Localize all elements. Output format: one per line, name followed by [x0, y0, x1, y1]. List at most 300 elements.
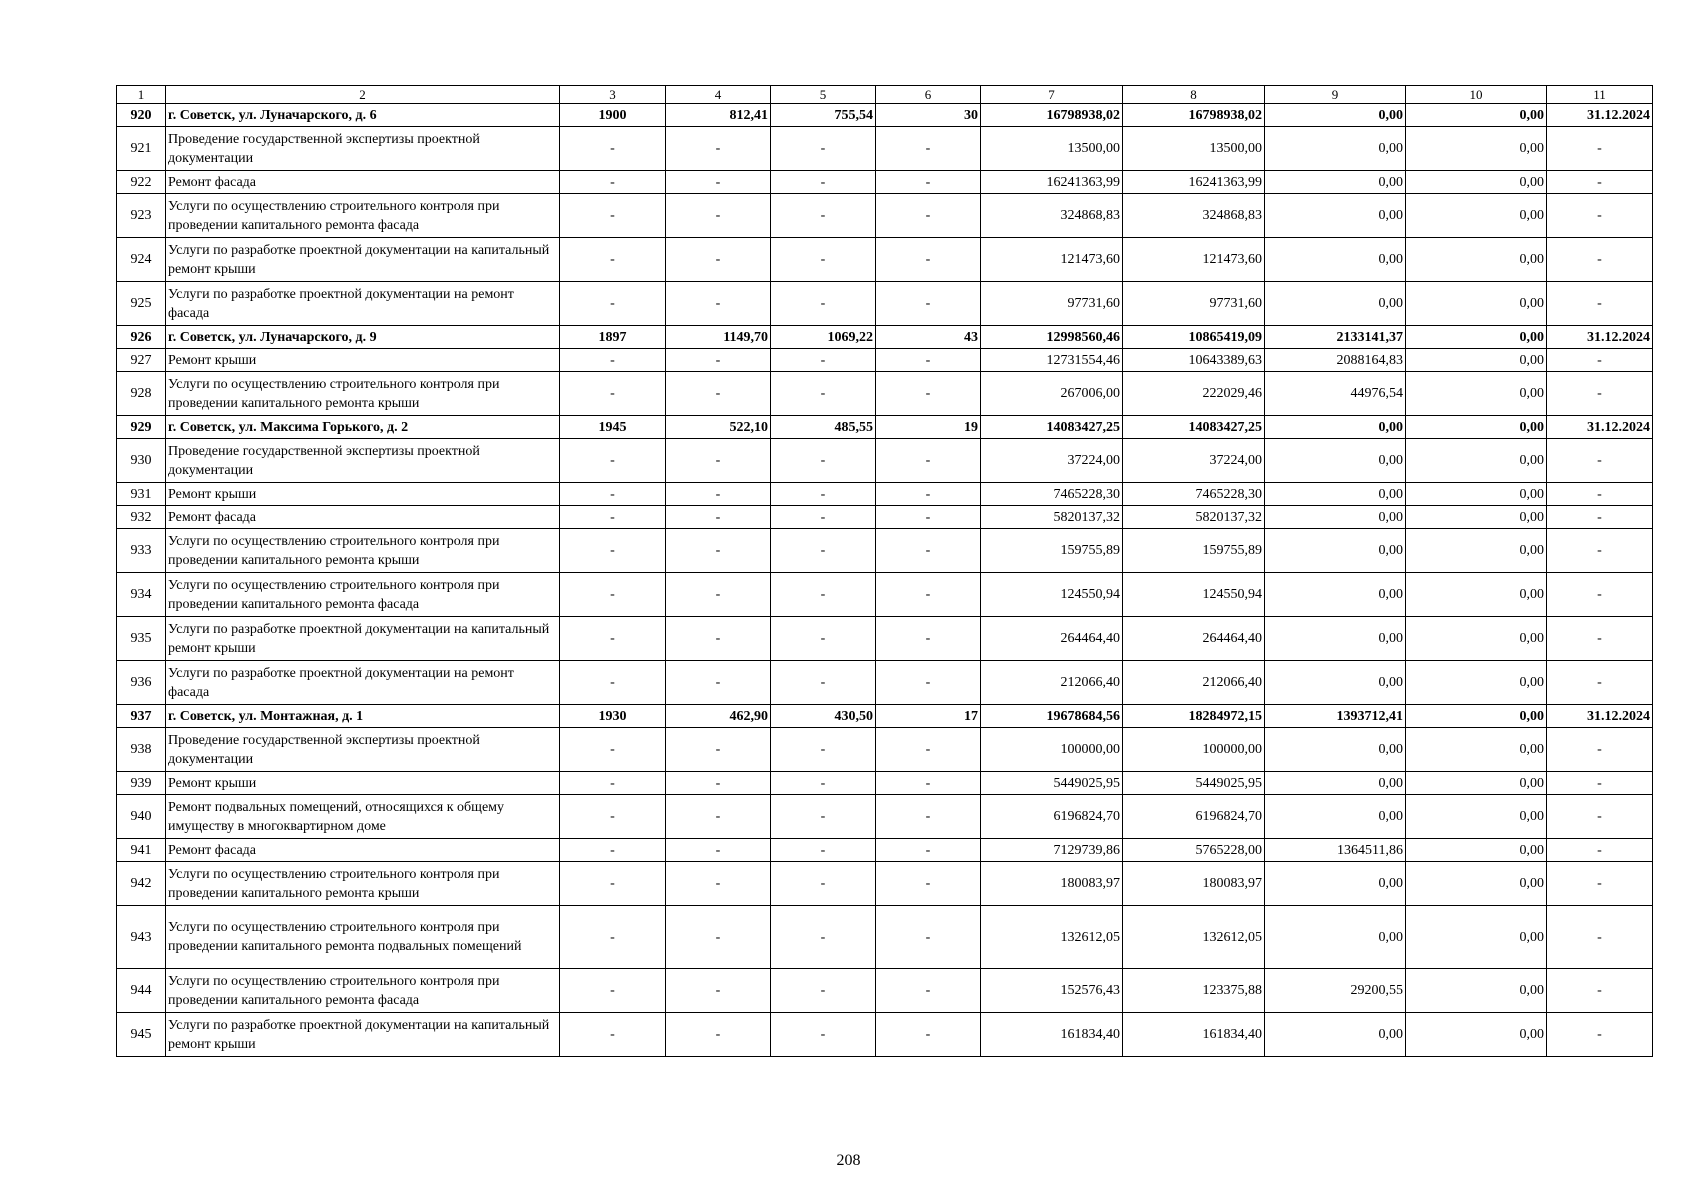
- cell-col-4: -: [666, 127, 771, 171]
- cell-col-3: -: [560, 439, 666, 483]
- cell-col-3: -: [560, 772, 666, 795]
- cell-col-6: -: [876, 349, 981, 372]
- work-name: Проведение государственной экспертизы проектной документации: [166, 127, 560, 171]
- cell-col-3: -: [560, 483, 666, 506]
- cell-col-3: -: [560, 906, 666, 969]
- table-row: [117, 194, 1653, 238]
- cell-col-5: -: [771, 573, 876, 617]
- work-name: г. Советск, ул. Луначарского, д. 6: [166, 104, 560, 127]
- cell-col-7: 324868,83: [981, 194, 1123, 238]
- cell-col-10: 0,00: [1406, 483, 1547, 506]
- work-name: Услуги по осуществлению строительного контроля при проведении капитального ремонта фасада: [166, 573, 560, 617]
- cell-col-7: 12998560,46: [981, 326, 1123, 349]
- cell-col-7: 180083,97: [981, 862, 1123, 906]
- cell-col-7: 7465228,30: [981, 483, 1123, 506]
- column-number: 2: [166, 86, 560, 104]
- cell-col-5: -: [771, 194, 876, 238]
- cell-col-6: 17: [876, 705, 981, 728]
- cell-col-11: -: [1547, 795, 1653, 839]
- cell-col-3: -: [560, 862, 666, 906]
- cell-col-5: -: [771, 969, 876, 1013]
- row-number: 923: [117, 194, 166, 238]
- cell-col-10: 0,00: [1406, 171, 1547, 194]
- cell-col-4: -: [666, 439, 771, 483]
- work-name: Ремонт подвальных помещений, относящихся к общему имуществу в многоквартирном доме: [166, 795, 560, 839]
- cell-col-11: -: [1547, 661, 1653, 705]
- cell-col-9: 0,00: [1265, 127, 1406, 171]
- cell-col-6: -: [876, 772, 981, 795]
- cell-col-9: 0,00: [1265, 661, 1406, 705]
- cell-col-3: -: [560, 282, 666, 326]
- row-number: 920: [117, 104, 166, 127]
- cell-col-7: 5449025,95: [981, 772, 1123, 795]
- cell-col-8: 132612,05: [1123, 906, 1265, 969]
- cell-col-7: 159755,89: [981, 529, 1123, 573]
- cell-col-5: -: [771, 171, 876, 194]
- cell-col-11: -: [1547, 372, 1653, 416]
- cell-col-9: 0,00: [1265, 506, 1406, 529]
- cell-col-6: -: [876, 839, 981, 862]
- work-name: Услуги по осуществлению строительного контроля при проведении капитального ремонта крыши: [166, 862, 560, 906]
- cell-col-8: 5765228,00: [1123, 839, 1265, 862]
- cell-col-3: -: [560, 617, 666, 661]
- table-row: [117, 728, 1653, 772]
- cell-col-6: -: [876, 439, 981, 483]
- cell-col-9: 0,00: [1265, 906, 1406, 969]
- cell-col-3: -: [560, 1013, 666, 1057]
- cell-col-9: 44976,54: [1265, 372, 1406, 416]
- row-number: 942: [117, 862, 166, 906]
- work-name: Услуги по разработке проектной документации на капитальный ремонт крыши: [166, 617, 560, 661]
- cell-col-6: -: [876, 127, 981, 171]
- cell-col-7: 264464,40: [981, 617, 1123, 661]
- cell-col-4: 812,41: [666, 104, 771, 127]
- cell-col-5: -: [771, 529, 876, 573]
- cell-col-8: 222029,46: [1123, 372, 1265, 416]
- cell-col-3: 1900: [560, 104, 666, 127]
- table-row: [117, 969, 1653, 1013]
- work-name: Услуги по осуществлению строительного контроля при проведении капитального ремонта крыши: [166, 372, 560, 416]
- cell-col-7: 6196824,70: [981, 795, 1123, 839]
- row-number: 938: [117, 728, 166, 772]
- cell-col-8: 159755,89: [1123, 529, 1265, 573]
- cell-col-6: -: [876, 238, 981, 282]
- row-number: 934: [117, 573, 166, 617]
- cell-col-11: -: [1547, 839, 1653, 862]
- column-number: 4: [666, 86, 771, 104]
- cell-col-9: 0,00: [1265, 416, 1406, 439]
- work-name: Проведение государственной экспертизы проектной документации: [166, 439, 560, 483]
- cell-col-9: 1393712,41: [1265, 705, 1406, 728]
- cell-col-4: -: [666, 862, 771, 906]
- cell-col-9: 0,00: [1265, 483, 1406, 506]
- cell-col-6: -: [876, 661, 981, 705]
- cell-col-8: 212066,40: [1123, 661, 1265, 705]
- column-number: 9: [1265, 86, 1406, 104]
- cell-col-11: -: [1547, 439, 1653, 483]
- row-number: 945: [117, 1013, 166, 1057]
- cell-col-7: 16798938,02: [981, 104, 1123, 127]
- table-row: [117, 506, 1653, 529]
- cell-col-3: -: [560, 661, 666, 705]
- cell-col-9: 0,00: [1265, 573, 1406, 617]
- cell-col-5: -: [771, 862, 876, 906]
- cell-col-8: 324868,83: [1123, 194, 1265, 238]
- cell-col-7: 12731554,46: [981, 349, 1123, 372]
- cell-col-9: 2088164,83: [1265, 349, 1406, 372]
- cell-col-4: -: [666, 617, 771, 661]
- column-number: 11: [1547, 86, 1653, 104]
- cell-col-8: 10865419,09: [1123, 326, 1265, 349]
- cell-col-10: 0,00: [1406, 326, 1547, 349]
- table-row: [117, 617, 1653, 661]
- cell-col-10: 0,00: [1406, 573, 1547, 617]
- cell-col-7: 13500,00: [981, 127, 1123, 171]
- row-number: 927: [117, 349, 166, 372]
- cell-col-4: 522,10: [666, 416, 771, 439]
- cell-col-9: 0,00: [1265, 862, 1406, 906]
- column-number-row: [117, 86, 1653, 104]
- cell-col-10: 0,00: [1406, 862, 1547, 906]
- cell-col-7: 267006,00: [981, 372, 1123, 416]
- table-row: [117, 483, 1653, 506]
- table-row: [117, 439, 1653, 483]
- row-number: 944: [117, 969, 166, 1013]
- cell-col-10: 0,00: [1406, 194, 1547, 238]
- cell-col-5: -: [771, 127, 876, 171]
- cell-col-8: 14083427,25: [1123, 416, 1265, 439]
- cell-col-8: 180083,97: [1123, 862, 1265, 906]
- cell-col-10: 0,00: [1406, 705, 1547, 728]
- cell-col-9: 0,00: [1265, 439, 1406, 483]
- table-row: [117, 529, 1653, 573]
- cell-col-11: -: [1547, 728, 1653, 772]
- cell-col-8: 123375,88: [1123, 969, 1265, 1013]
- cell-col-11: -: [1547, 1013, 1653, 1057]
- cell-col-5: -: [771, 483, 876, 506]
- cell-col-10: 0,00: [1406, 1013, 1547, 1057]
- cell-col-9: 2133141,37: [1265, 326, 1406, 349]
- cell-col-4: -: [666, 529, 771, 573]
- cell-col-7: 19678684,56: [981, 705, 1123, 728]
- work-name: Услуги по разработке проектной документации на ремонт фасада: [166, 282, 560, 326]
- cell-col-8: 264464,40: [1123, 617, 1265, 661]
- cell-col-6: -: [876, 483, 981, 506]
- work-name: Ремонт крыши: [166, 349, 560, 372]
- cell-col-11: -: [1547, 969, 1653, 1013]
- cell-col-6: -: [876, 795, 981, 839]
- row-number: 935: [117, 617, 166, 661]
- table-row: [117, 1013, 1653, 1057]
- cell-col-11: 31.12.2024: [1547, 416, 1653, 439]
- cell-col-4: -: [666, 661, 771, 705]
- cell-col-9: 0,00: [1265, 171, 1406, 194]
- cell-col-10: 0,00: [1406, 439, 1547, 483]
- cell-col-6: 43: [876, 326, 981, 349]
- cell-col-4: -: [666, 282, 771, 326]
- column-number: 3: [560, 86, 666, 104]
- column-number: 5: [771, 86, 876, 104]
- cell-col-10: 0,00: [1406, 795, 1547, 839]
- cell-col-11: -: [1547, 529, 1653, 573]
- work-name: Ремонт фасада: [166, 506, 560, 529]
- cell-col-5: 755,54: [771, 104, 876, 127]
- row-number: 943: [117, 906, 166, 969]
- cell-col-7: 121473,60: [981, 238, 1123, 282]
- cell-col-3: -: [560, 728, 666, 772]
- cell-col-8: 37224,00: [1123, 439, 1265, 483]
- cell-col-10: 0,00: [1406, 661, 1547, 705]
- cell-col-8: 16241363,99: [1123, 171, 1265, 194]
- cell-col-4: -: [666, 506, 771, 529]
- address-row: [117, 705, 1653, 728]
- cell-col-5: -: [771, 238, 876, 282]
- row-number: 922: [117, 171, 166, 194]
- work-name: Услуги по осуществлению строительного контроля при проведении капитального ремонта подвальных помещений: [166, 906, 560, 969]
- cell-col-4: -: [666, 906, 771, 969]
- cell-col-10: 0,00: [1406, 906, 1547, 969]
- column-number: 10: [1406, 86, 1547, 104]
- cell-col-11: -: [1547, 238, 1653, 282]
- cell-col-3: -: [560, 194, 666, 238]
- table-row: [117, 573, 1653, 617]
- work-name: Услуги по разработке проектной документации на капитальный ремонт крыши: [166, 238, 560, 282]
- work-name: Проведение государственной экспертизы проектной документации: [166, 728, 560, 772]
- cell-col-5: -: [771, 439, 876, 483]
- column-number: 6: [876, 86, 981, 104]
- cell-col-9: 0,00: [1265, 194, 1406, 238]
- cell-col-5: 485,55: [771, 416, 876, 439]
- cell-col-6: -: [876, 372, 981, 416]
- column-number: 1: [117, 86, 166, 104]
- address-row: [117, 416, 1653, 439]
- cell-col-6: -: [876, 728, 981, 772]
- cell-col-8: 5820137,32: [1123, 506, 1265, 529]
- cell-col-4: -: [666, 772, 771, 795]
- cell-col-8: 6196824,70: [1123, 795, 1265, 839]
- cell-col-3: -: [560, 349, 666, 372]
- cell-col-3: -: [560, 795, 666, 839]
- work-name: Ремонт крыши: [166, 483, 560, 506]
- cell-col-7: 5820137,32: [981, 506, 1123, 529]
- cell-col-5: -: [771, 906, 876, 969]
- cell-col-3: -: [560, 372, 666, 416]
- address-row: [117, 104, 1653, 127]
- cell-col-5: -: [771, 617, 876, 661]
- cell-col-11: 31.12.2024: [1547, 104, 1653, 127]
- cell-col-11: -: [1547, 617, 1653, 661]
- cell-col-11: -: [1547, 573, 1653, 617]
- cell-col-7: 124550,94: [981, 573, 1123, 617]
- table-row: [117, 372, 1653, 416]
- table-row: [117, 795, 1653, 839]
- cell-col-11: -: [1547, 506, 1653, 529]
- cell-col-4: -: [666, 839, 771, 862]
- work-name: Ремонт фасада: [166, 839, 560, 862]
- cell-col-10: 0,00: [1406, 238, 1547, 282]
- row-number: 925: [117, 282, 166, 326]
- cell-col-4: 1149,70: [666, 326, 771, 349]
- cell-col-3: -: [560, 969, 666, 1013]
- work-name: Услуги по разработке проектной документации на ремонт фасада: [166, 661, 560, 705]
- row-number: 929: [117, 416, 166, 439]
- cell-col-5: -: [771, 795, 876, 839]
- cell-col-5: 1069,22: [771, 326, 876, 349]
- cell-col-3: -: [560, 529, 666, 573]
- cell-col-8: 7465228,30: [1123, 483, 1265, 506]
- cell-col-5: -: [771, 506, 876, 529]
- cell-col-4: -: [666, 349, 771, 372]
- cell-col-7: 212066,40: [981, 661, 1123, 705]
- row-number: 924: [117, 238, 166, 282]
- cell-col-5: -: [771, 839, 876, 862]
- table-row: [117, 282, 1653, 326]
- cell-col-10: 0,00: [1406, 104, 1547, 127]
- page-number: 208: [836, 1152, 861, 1169]
- table-row: [117, 906, 1653, 969]
- work-name: Ремонт крыши: [166, 772, 560, 795]
- row-number: 936: [117, 661, 166, 705]
- cell-col-7: 16241363,99: [981, 171, 1123, 194]
- table-body: [117, 86, 1653, 1057]
- cell-col-7: 100000,00: [981, 728, 1123, 772]
- cell-col-5: -: [771, 372, 876, 416]
- cell-col-11: 31.12.2024: [1547, 326, 1653, 349]
- work-name: г. Советск, ул. Максима Горького, д. 2: [166, 416, 560, 439]
- cell-col-3: -: [560, 127, 666, 171]
- cell-col-9: 0,00: [1265, 617, 1406, 661]
- row-number: 937: [117, 705, 166, 728]
- work-name: Услуги по осуществлению строительного контроля при проведении капитального ремонта фасада: [166, 194, 560, 238]
- cell-col-10: 0,00: [1406, 127, 1547, 171]
- column-number: 8: [1123, 86, 1265, 104]
- cell-col-4: -: [666, 372, 771, 416]
- table-row: [117, 127, 1653, 171]
- cell-col-10: 0,00: [1406, 772, 1547, 795]
- row-number: 926: [117, 326, 166, 349]
- cell-col-6: -: [876, 171, 981, 194]
- table-row: [117, 661, 1653, 705]
- cell-col-6: -: [876, 862, 981, 906]
- cell-col-11: -: [1547, 282, 1653, 326]
- cell-col-11: -: [1547, 483, 1653, 506]
- cell-col-10: 0,00: [1406, 839, 1547, 862]
- table-row: [117, 772, 1653, 795]
- cell-col-6: 19: [876, 416, 981, 439]
- cell-col-6: -: [876, 506, 981, 529]
- cell-col-3: -: [560, 506, 666, 529]
- cell-col-10: 0,00: [1406, 372, 1547, 416]
- cell-col-9: 0,00: [1265, 772, 1406, 795]
- cell-col-10: 0,00: [1406, 349, 1547, 372]
- cell-col-6: -: [876, 1013, 981, 1057]
- row-number: 921: [117, 127, 166, 171]
- work-name: г. Советск, ул. Монтажная, д. 1: [166, 705, 560, 728]
- column-number: 7: [981, 86, 1123, 104]
- cell-col-3: 1945: [560, 416, 666, 439]
- cell-col-9: 0,00: [1265, 529, 1406, 573]
- cell-col-8: 10643389,63: [1123, 349, 1265, 372]
- cell-col-10: 0,00: [1406, 416, 1547, 439]
- cell-col-6: -: [876, 282, 981, 326]
- cell-col-3: -: [560, 573, 666, 617]
- cell-col-4: -: [666, 728, 771, 772]
- cell-col-10: 0,00: [1406, 617, 1547, 661]
- cell-col-8: 100000,00: [1123, 728, 1265, 772]
- work-name: Услуги по осуществлению строительного контроля при проведении капитального ремонта крыши: [166, 529, 560, 573]
- cell-col-5: -: [771, 349, 876, 372]
- table-row: [117, 349, 1653, 372]
- cell-col-7: 152576,43: [981, 969, 1123, 1013]
- row-number: 932: [117, 506, 166, 529]
- row-number: 931: [117, 483, 166, 506]
- cell-col-5: -: [771, 1013, 876, 1057]
- cell-col-9: 0,00: [1265, 728, 1406, 772]
- cell-col-5: -: [771, 282, 876, 326]
- cell-col-8: 97731,60: [1123, 282, 1265, 326]
- cell-col-11: -: [1547, 772, 1653, 795]
- row-number: 940: [117, 795, 166, 839]
- table-row: [117, 862, 1653, 906]
- work-name: г. Советск, ул. Луначарского, д. 9: [166, 326, 560, 349]
- cell-col-3: -: [560, 171, 666, 194]
- cell-col-3: -: [560, 238, 666, 282]
- cell-col-8: 161834,40: [1123, 1013, 1265, 1057]
- cell-col-7: 14083427,25: [981, 416, 1123, 439]
- cell-col-9: 0,00: [1265, 238, 1406, 282]
- address-row: [117, 326, 1653, 349]
- cell-col-6: 30: [876, 104, 981, 127]
- cell-col-6: -: [876, 573, 981, 617]
- table-row: [117, 238, 1653, 282]
- cell-col-6: -: [876, 969, 981, 1013]
- cell-col-9: 0,00: [1265, 795, 1406, 839]
- cell-col-9: 0,00: [1265, 104, 1406, 127]
- cell-col-7: 37224,00: [981, 439, 1123, 483]
- cell-col-5: 430,50: [771, 705, 876, 728]
- cell-col-6: -: [876, 617, 981, 661]
- row-number: 930: [117, 439, 166, 483]
- cell-col-10: 0,00: [1406, 529, 1547, 573]
- cell-col-4: -: [666, 795, 771, 839]
- cell-col-3: -: [560, 839, 666, 862]
- row-number: 928: [117, 372, 166, 416]
- cell-col-4: -: [666, 1013, 771, 1057]
- work-name: Услуги по осуществлению строительного контроля при проведении капитального ремонта фасада: [166, 969, 560, 1013]
- cell-col-11: -: [1547, 906, 1653, 969]
- row-number: 939: [117, 772, 166, 795]
- cell-col-9: 29200,55: [1265, 969, 1406, 1013]
- table-row: [117, 171, 1653, 194]
- cell-col-5: -: [771, 728, 876, 772]
- cell-col-7: 7129739,86: [981, 839, 1123, 862]
- cell-col-6: -: [876, 906, 981, 969]
- cell-col-9: 0,00: [1265, 1013, 1406, 1057]
- works-table: [116, 85, 1653, 1057]
- cell-col-8: 121473,60: [1123, 238, 1265, 282]
- cell-col-4: -: [666, 483, 771, 506]
- cell-col-3: 1930: [560, 705, 666, 728]
- cell-col-7: 161834,40: [981, 1013, 1123, 1057]
- cell-col-9: 1364511,86: [1265, 839, 1406, 862]
- cell-col-10: 0,00: [1406, 728, 1547, 772]
- cell-col-8: 16798938,02: [1123, 104, 1265, 127]
- cell-col-10: 0,00: [1406, 969, 1547, 1013]
- work-name: Ремонт фасада: [166, 171, 560, 194]
- cell-col-4: -: [666, 573, 771, 617]
- cell-col-4: -: [666, 194, 771, 238]
- cell-col-8: 13500,00: [1123, 127, 1265, 171]
